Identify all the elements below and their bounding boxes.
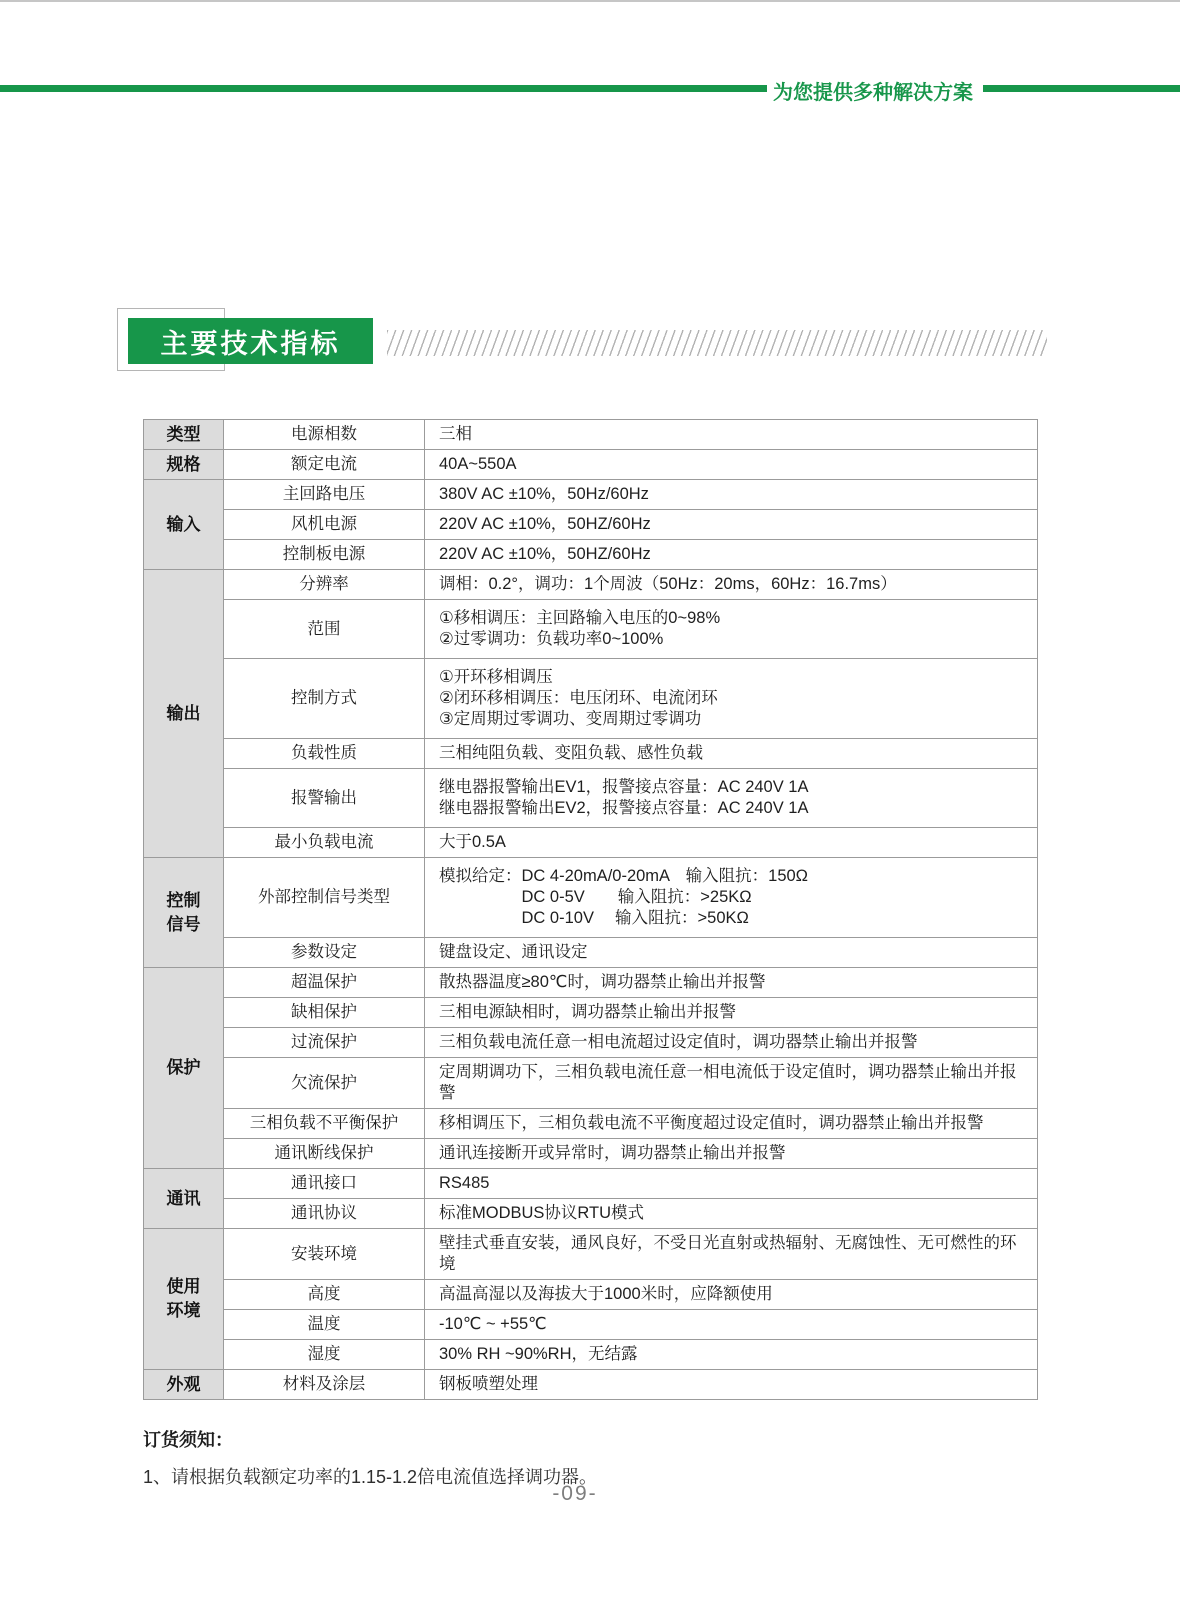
spec-value: 三相	[425, 420, 1038, 450]
spec-name: 温度	[224, 1310, 425, 1340]
spec-name: 范围	[224, 600, 425, 659]
spec-name: 欠流保护	[224, 1058, 425, 1109]
spec-name: 安装环境	[224, 1229, 425, 1280]
spec-name: 控制板电源	[224, 540, 425, 570]
spec-value: 三相纯阻负载、变阻负载、感性负载	[425, 739, 1038, 769]
spec-name: 通讯协议	[224, 1199, 425, 1229]
table-row	[144, 480, 1038, 510]
table-row	[144, 540, 1038, 570]
section-label: 外观	[144, 1370, 224, 1400]
table-row	[144, 968, 1038, 998]
spec-name: 风机电源	[224, 510, 425, 540]
spec-name: 超温保护	[224, 968, 425, 998]
notes-title: 订货须知：	[143, 1430, 233, 1450]
diagonal-hatch-decoration	[387, 330, 1047, 356]
table-row	[144, 1340, 1038, 1370]
spec-value: 壁挂式垂直安装，通风良好，不受日光直射或热辐射、无腐蚀性、无可燃性的环境	[425, 1229, 1038, 1280]
section-label: 通讯	[144, 1169, 224, 1229]
spec-name: 过流保护	[224, 1028, 425, 1058]
table-row	[144, 600, 1038, 659]
table-row	[144, 450, 1038, 480]
spec-value: 通讯连接断开或异常时，调功器禁止输出并报警	[425, 1139, 1038, 1169]
spec-value: 移相调压下，三相负载电流不平衡度超过设定值时，调功器禁止输出并报警	[425, 1109, 1038, 1139]
section-label: 保护	[144, 968, 224, 1169]
spec-value: 标准MODBUS协议RTU模式	[425, 1199, 1038, 1229]
spec-name: 报警输出	[224, 769, 425, 828]
header-tagline: 为您提供多种解决方案	[773, 82, 973, 104]
table-row	[144, 828, 1038, 858]
section-label: 类型	[144, 420, 224, 450]
spec-value: 30% RH ~90%RH，无结露	[425, 1340, 1038, 1370]
table-row	[144, 938, 1038, 968]
table-row	[144, 1109, 1038, 1139]
spec-value: -10℃ ~ +55℃	[425, 1310, 1038, 1340]
spec-name: 外部控制信号类型	[224, 858, 425, 938]
spec-name: 主回路电压	[224, 480, 425, 510]
header-rule-left	[0, 85, 767, 92]
spec-table	[143, 419, 1038, 1400]
spec-value: ①开环移相调压 ②闭环移相调压：电压闭环、电流闭环 ③定周期过零调功、变周期过零调功	[425, 659, 1038, 739]
spec-value: 高温高湿以及海拔大于1000米时，应降额使用	[425, 1280, 1038, 1310]
spec-value: 三相负载电流任意一相电流超过设定值时，调功器禁止输出并报警	[425, 1028, 1038, 1058]
spec-value: 键盘设定、通讯设定	[425, 938, 1038, 968]
spec-name: 通讯断线保护	[224, 1139, 425, 1169]
section-label: 输入	[144, 480, 224, 570]
spec-value: 继电器报警输出EV1，报警接点容量：AC 240V 1A 继电器报警输出EV2，报警接点容量：AC 240V 1A	[425, 769, 1038, 828]
spec-value: ①移相调压：主回路输入电压的0~98% ②过零调功：负载功率0~100%	[425, 600, 1038, 659]
notes-item: 1、请根据负载额定功率的1.15-1.2倍电流值选择调功器。	[143, 1467, 598, 1487]
table-row	[144, 659, 1038, 739]
spec-value: 三相电源缺相时，调功器禁止输出并报警	[425, 998, 1038, 1028]
table-row	[144, 1310, 1038, 1340]
table-row	[144, 510, 1038, 540]
spec-value: 散热器温度≥80℃时，调功器禁止输出并报警	[425, 968, 1038, 998]
spec-name: 材料及涂层	[224, 1370, 425, 1400]
table-row	[144, 739, 1038, 769]
table-row	[144, 1199, 1038, 1229]
table-row	[144, 420, 1038, 450]
spec-value: 380V AC ±10%，50Hz/60Hz	[425, 480, 1038, 510]
ordering-notes	[143, 1426, 1037, 1489]
table-row	[144, 1229, 1038, 1280]
spec-table-body	[144, 420, 1038, 1400]
spec-name: 三相负载不平衡保护	[224, 1109, 425, 1139]
header-rule-right	[983, 85, 1180, 92]
spec-value: 调相：0.2°，调功：1个周波（50Hz：20ms，60Hz：16.7ms）	[425, 570, 1038, 600]
table-row	[144, 998, 1038, 1028]
table-row	[144, 1028, 1038, 1058]
spec-name: 湿度	[224, 1340, 425, 1370]
table-row	[144, 1058, 1038, 1109]
spec-name: 额定电流	[224, 450, 425, 480]
spec-value: 220V AC ±10%，50HZ/60Hz	[425, 510, 1038, 540]
table-row	[144, 769, 1038, 828]
section-label: 控制 信号	[144, 858, 224, 968]
spec-value: 220V AC ±10%，50HZ/60Hz	[425, 540, 1038, 570]
table-row	[144, 1169, 1038, 1199]
spec-name: 缺相保护	[224, 998, 425, 1028]
main-content	[143, 419, 1037, 1489]
spec-name: 电源相数	[224, 420, 425, 450]
table-row	[144, 858, 1038, 938]
table-row	[144, 1280, 1038, 1310]
spec-value: 40A~550A	[425, 450, 1038, 480]
spec-name: 高度	[224, 1280, 425, 1310]
table-row	[144, 1139, 1038, 1169]
section-label: 规格	[144, 450, 224, 480]
spec-name: 最小负载电流	[224, 828, 425, 858]
section-label: 输出	[144, 570, 224, 858]
top-border-line	[0, 0, 1180, 2]
page-number: -09-	[552, 1482, 598, 1505]
spec-name: 负载性质	[224, 739, 425, 769]
spec-name: 通讯接口	[224, 1169, 425, 1199]
spec-value: 大于0.5A	[425, 828, 1038, 858]
spec-name: 参数设定	[224, 938, 425, 968]
spec-name: 分辨率	[224, 570, 425, 600]
spec-name: 控制方式	[224, 659, 425, 739]
table-row	[144, 1370, 1038, 1400]
spec-value: RS485	[425, 1169, 1038, 1199]
section-label: 使用 环境	[144, 1229, 224, 1370]
spec-value: 钢板喷塑处理	[425, 1370, 1038, 1400]
spec-value: 定周期调功下，三相负载电流任意一相电流低于设定值时，调功器禁止输出并报警	[425, 1058, 1038, 1109]
table-row	[144, 570, 1038, 600]
section-title-badge: 主要技术指标	[128, 318, 373, 364]
spec-value: 模拟给定：DC 4-20mA/0-20mA 输入阻抗：150Ω DC 0-5V 输入阻抗：>25KΩ DC 0-10V 输入阻抗：>50KΩ	[425, 858, 1038, 938]
